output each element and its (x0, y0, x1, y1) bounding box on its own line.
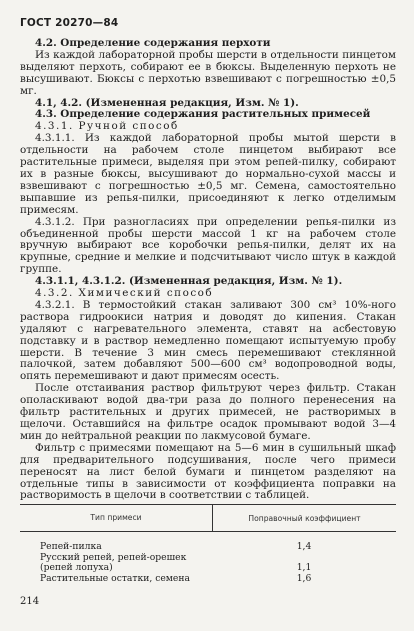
section-heading: 4.3. Определение содержания растительных примесей (35, 108, 371, 121)
page-header: ГОСТ 20270—84 (20, 17, 119, 29)
section-heading: 4.2. Определение содержания перхоти (35, 37, 271, 49)
impurity-type: Репей-пилка (40, 541, 102, 552)
table-row (20, 553, 396, 574)
coefficient-value: 1,6 (296, 572, 312, 584)
paragraph: Из каждой лабораторной пробы шерсти в отдельности пинцетом выделяют перхоть, собирают ее в бюксы. Выделенную перхоть не высушивают. Бюксы с перхотью взвешивают с погрешностью ±0,5 мг. (20, 48, 396, 97)
table-body (20, 532, 396, 584)
column-header-type: Тип примеси (20, 505, 213, 531)
paragraph: После отстаивания раствор фильтруют через фильтр. Стакан ополаскивают водой два-три раза до полного перенесения на фильтр растительных и других примесей, не растворимых в щелочи. Оставшийся на фильтре осадок промывают водой 3—4 мин до нейтральной реакции по лакмусовой бумаге. (20, 382, 396, 442)
subsection-heading: 4.3.2. Химический способ (35, 287, 214, 300)
paragraph: 4.3.1.1. Из каждой лабораторной пробы мытой шерсти в отдельности на рабочем столе пинцетом выбирают все растительные примеси, выделяя при этом репей-пилку, собирают их в разные бюксы, высушивают до нормально-сухой массы и взвешивают с погрешностью ±0,5 мг. Семена, самостоятельно выпавшие из репья-пилки, присоединяют к легко отделимым примесям. (20, 132, 396, 216)
coefficient-value: 1,4 (296, 541, 312, 552)
paragraph: Фильтр с примесями помещают на 5—6 мин в сушильный шкаф для предварительного подсушивания, после чего примеси переносят на лист белой бумаги и пинцетом разделяют на отдельные типы в зависимости от коэффициента поправки на растворимость в щелочи в соответствии с таблицей. (20, 441, 396, 502)
coefficient-value: 1,1 (296, 561, 312, 573)
table-header-row (20, 505, 396, 532)
table-row (20, 542, 396, 553)
column-header-coefficient: Поправочный коэффициент (248, 513, 361, 523)
body-text (20, 38, 396, 502)
page-number: 214 (20, 596, 40, 607)
amendment-note: 4.1, 4.2. (Измененная редакция, Изм. № 1). (35, 96, 299, 109)
amendment-note: 4.3.1.1, 4.3.1.2. (Измененная редакция, Изм. № 1). (35, 275, 343, 288)
impurity-type: Растительные остатки, семена (40, 572, 190, 584)
paragraph: 4.3.1.2. При разногласиях при определении репья-пилки из объединенной пробы шерсти массой 1 кг на рабочем столе вручную выбирают все коробочки репья-пилки, делят их на крупные, средние и мелкие и подсчитывают число штук в каждой группе. (20, 215, 396, 276)
coefficient-table (20, 504, 396, 584)
paragraph: 4.3.2.1. В термостойкий стакан заливают 300 см³ 10%-ного раствора гидроокиси натрия и доводят до кипения. Стакан удаляют с нагревательного элемента, ставят на асбестовую подставку и в раствор немедленно помещают испытуемую пробу шерсти. В течение 3 мин смесь перемешивают стеклянной палочкой, затем добавляют 500—600 см³ водопроводной воды, опять перемешивают и дают примесям осесть. (20, 298, 396, 383)
table-row (20, 574, 396, 585)
impurity-type: Русский репей, репей-орешек (репей лопуха) (40, 551, 187, 574)
subsection-heading: 4.3.1. Ручной способ (35, 120, 179, 133)
